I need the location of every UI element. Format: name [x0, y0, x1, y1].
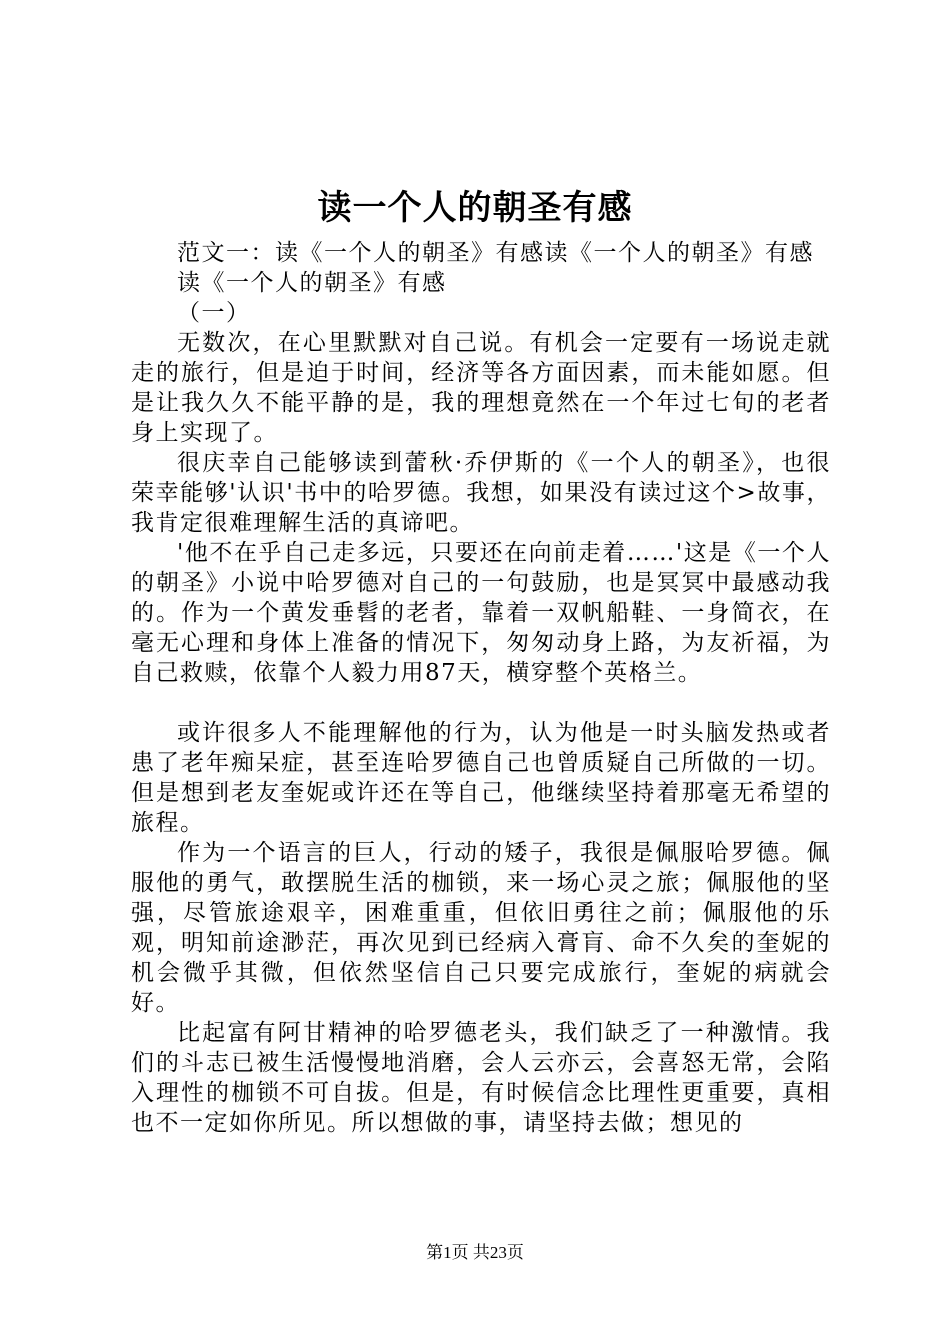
paragraph: 很庆幸自己能够读到蕾秋·乔伊斯的《一个人的朝圣》，也很荣幸能够'认识'书中的哈罗德。我想，如果没有读过这个>故事，我肯定很难理解生活的真谛吧。 — [131, 450, 831, 536]
paragraph: 或许很多人不能理解他的行为，认为他是一时头脑发热或者患了老年痴呆症，甚至连哈罗德自己也曾质疑自己所做的一切。但是想到老友奎妮或许还在等自己，他继续坚持着那毫无希望的旅程。 — [131, 720, 831, 836]
paragraph-intro: 范文一：读《一个人的朝圣》有感读《一个人的朝圣》有感 — [177, 240, 814, 266]
page-number-footer: 第1页 共23页 — [426, 1243, 524, 1262]
document-title: 读一个人的朝圣有感 — [317, 188, 633, 228]
paragraph: 无数次，在心里默默对自己说。有机会一定要有一场说走就走的旅行，但是迫于时间，经济等各方面因素，而未能如愿。但是让我久久不能平静的是，我的理想竟然在一个年过七旬的老者身上实现了。 — [131, 330, 831, 446]
blank-line — [131, 688, 831, 718]
paragraph-subtitle: 读《一个人的朝圣》有感 — [177, 270, 447, 296]
paragraph: '他不在乎自己走多远，只要还在向前走着……'这是《一个人的朝圣》小说中哈罗德对自己的一句鼓励，也是冥冥中最感动我的。作为一个黄发垂髫的老者，靠着一双帆船鞋、一身简衣，在毫无心理和身体上准备的情况下，匆匆动身上路，为友祈福，为自己救赎，依靠个人毅力用87天，横穿整个英格兰。 — [131, 540, 831, 686]
paragraph: 比起富有阿甘精神的哈罗德老头，我们缺乏了一种激情。我们的斗志已被生活慢慢地消磨，会人云亦云，会喜怒无常，会陷入理性的枷锁不可自拔。但是，有时候信念比理性更重要，真相也不一定如你所见。所以想做的事，请坚持去做；想见的 — [131, 1020, 831, 1136]
paragraph-section-marker: （一） — [177, 300, 251, 326]
paragraph: 作为一个语言的巨人，行动的矮子，我很是佩服哈罗德。佩服他的勇气，敢摆脱生活的枷锁，来一场心灵之旅；佩服他的坚强，尽管旅途艰辛，困难重重，但依旧勇往之前；佩服他的乐观，明知前途渺茫，再次见到已经病入膏肓、命不久矣的奎妮的机会微乎其微，但依然坚信自己只要完成旅行，奎妮的病就会好。 — [131, 840, 831, 1016]
document-body — [131, 238, 831, 1138]
